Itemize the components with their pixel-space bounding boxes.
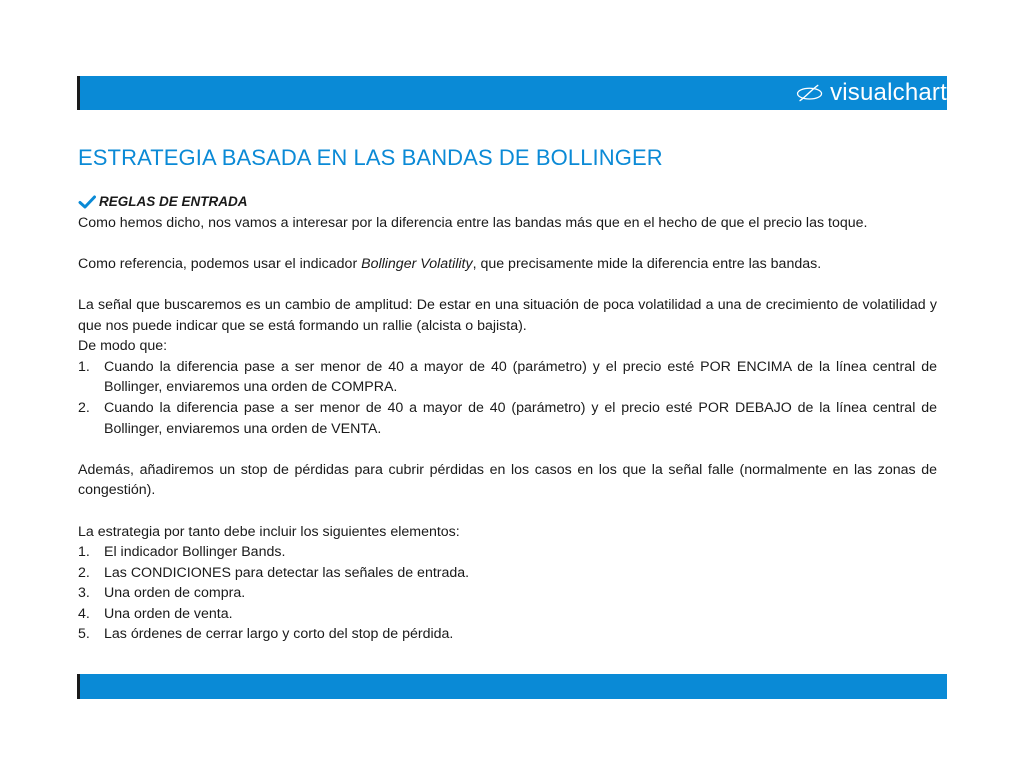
list-item (78, 398, 937, 439)
list-item (78, 563, 937, 584)
header-bar (77, 76, 947, 110)
list-item-text: Cuando la diferencia pase a ser menor de 40 a mayor de 40 (parámetro) y el precio esté POR DEBAJO de la línea central de Bollinger, enviaremos una orden de VENTA. (104, 399, 937, 437)
logo (795, 76, 947, 110)
page-title: ESTRATEGIA BASADA EN LAS BANDAS DE BOLLINGER (78, 145, 663, 170)
visualchart-logo-icon (795, 78, 824, 108)
footer-bar (77, 674, 947, 699)
check-icon (78, 195, 96, 209)
paragraph-4: De modo que: (78, 338, 168, 355)
slide-content (78, 144, 937, 645)
logo-text: visualchart (830, 79, 947, 106)
list-item-number: 2. (78, 564, 90, 581)
paragraph-2-end: , que precisamente mide la diferencia entre las bandas. (472, 255, 822, 272)
list-item-text: El indicador Bollinger Bands. (104, 544, 286, 561)
paragraph-6: La estrategia por tanto debe incluir los siguientes elementos: (78, 523, 460, 540)
elements-list (78, 542, 937, 645)
paragraph-3: La señal que buscaremos es un cambio de amplitud: De estar en una situación de poca volatilidad a una de crecimiento de volatilidad y que nos puede indicar que se está formando un rallie (alcista o bajista). (78, 296, 937, 334)
paragraph-5: Además, añadiremos un stop de pérdidas para cubrir pérdidas en los casos en los que la señal falle (normalmente en las zonas de congestión). (78, 461, 937, 499)
rules-list (78, 357, 937, 439)
list-item-number: 1. (78, 358, 90, 375)
list-item-text: Una orden de compra. (104, 585, 246, 602)
list-item-number: 3. (78, 585, 90, 602)
paragraph-2 (78, 254, 937, 275)
list-item (78, 357, 937, 398)
list-item-text: Cuando la diferencia pase a ser menor de 40 a mayor de 40 (parámetro) y el precio esté POR ENCIMA de la línea central de Bollinger, enviaremos una orden de COMPRA. (104, 358, 937, 396)
paragraph-1: Como hemos dicho, nos vamos a interesar por la diferencia entre las bandas más que en el hecho de que el precio las toque. (78, 214, 868, 231)
list-item-number: 1. (78, 544, 90, 561)
list-item-number: 2. (78, 399, 90, 416)
list-item-number: 5. (78, 626, 90, 643)
list-item (78, 624, 937, 645)
list-item (78, 542, 937, 563)
indicator-name: Bollinger Volatility (361, 255, 473, 272)
list-item-number: 4. (78, 605, 90, 622)
section-heading (78, 192, 937, 213)
list-item-text: Las órdenes de cerrar largo y corto del stop de pérdida. (104, 626, 454, 643)
list-item (78, 604, 937, 625)
paragraph-2-start: Como referencia, podemos usar el indicador (78, 255, 362, 272)
list-item (78, 583, 937, 604)
section-heading-label: REGLAS DE ENTRADA (99, 194, 248, 209)
list-item-text: Una orden de venta. (104, 605, 233, 622)
list-item-text: Las CONDICIONES para detectar las señales de entrada. (104, 564, 470, 581)
